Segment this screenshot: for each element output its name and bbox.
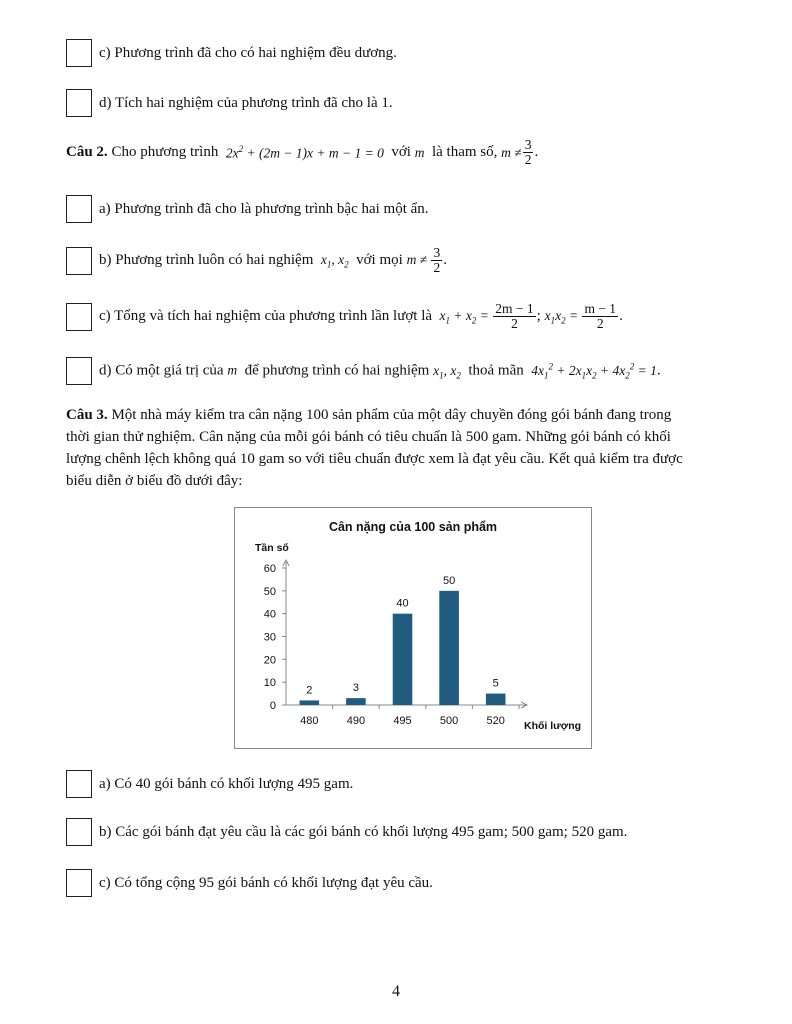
q2-param: m: [414, 144, 425, 160]
bar-value-label: 2: [306, 684, 313, 697]
q2-option-c-text: c) Tổng và tích hai nghiệm của phương trình lần lượt là $x_1 + x_2$ = $\frac{2m - 1}{2}$ ; $x_1x_2$ = $\frac{m - 1}{2}$ .: [99, 301, 623, 332]
q1-option-c: [66, 39, 397, 67]
q1-option-d: [66, 89, 393, 117]
answer-checkbox[interactable]: [66, 869, 92, 897]
q2-option-a-text: a) Phương trình đã cho là phương trình bậc hai một ẩn.: [99, 200, 429, 217]
q1-option-c-text: c) Phương trình đã cho có hai nghiệm đều dương.: [99, 44, 397, 61]
q3-option-b-text: b) Các gói bánh đạt yêu cầu là các gói bánh có khối lượng 495 gam; 500 gam; 520 gam.: [99, 823, 628, 840]
q2-condition: m ≠: [501, 144, 522, 160]
q2-label: Câu 2.: [66, 144, 108, 161]
answer-checkbox[interactable]: [66, 195, 92, 223]
q3-line2: thời gian thử nghiệm. Cân nặng của mỗi gói bánh có tiêu chuẩn là 500 gam. Những gói bánh có khối: [66, 429, 671, 445]
q3-option-a-text: a) Có 40 gói bánh có khối lượng 495 gam.: [99, 775, 354, 792]
q3-option-c-text: c) Có tổng cộng 95 gói bánh có khối lượng đạt yêu cầu.: [99, 874, 433, 891]
q2-option-b: [66, 246, 447, 275]
answer-checkbox[interactable]: [66, 247, 92, 275]
q2-option-b-text: b) Phương trình luôn có hai nghiệm $x_1$, $x_2$ với mọi m ≠ $\frac{3}{2}$ .: [99, 245, 447, 276]
page-number: 4: [392, 983, 400, 1000]
q2-stem: Câu 2. Cho phương trình $2x^2 + (2m - 1)x + m - 1 = 0$ với m là tham số, m ≠ $\frac{3}{2}$ .: [66, 137, 539, 168]
x-tick-label: 495: [393, 715, 412, 727]
q2-equation: $2x^2 + (2m - 1)x + m - 1 = 0$: [225, 143, 384, 161]
x-tick-label: 480: [300, 715, 319, 727]
q1-option-d-text: d) Tích hai nghiệm của phương trình đã cho là 1.: [99, 94, 393, 111]
y-tick-label: 0: [269, 700, 276, 712]
answer-checkbox[interactable]: [66, 39, 92, 67]
q2-with: với: [391, 144, 411, 161]
y-tick-label: 50: [263, 585, 276, 598]
chart-x-axis-label: Khối lượng: [524, 720, 582, 732]
answer-checkbox[interactable]: [66, 770, 92, 798]
q3-option-a: [66, 770, 353, 798]
bar: [439, 591, 459, 705]
q2-intro: Cho phương trình: [111, 144, 219, 161]
q2-option-d-text: d) Có một giá trị của m để phương trình có hai nghiệm $x_1$, $x_2$ thoả mãn $4x_1^2 + 2x_1x_2 + 4x_2^2 = 1$.: [99, 361, 661, 381]
q2-option-c: [66, 302, 623, 331]
bar-value-label: 5: [492, 677, 499, 690]
answer-checkbox[interactable]: [66, 89, 92, 117]
x-tick-label: 490: [346, 715, 366, 727]
q3-option-c: [66, 869, 433, 897]
y-tick-label: 10: [263, 677, 276, 690]
bar: [393, 614, 413, 705]
answer-checkbox[interactable]: [66, 357, 92, 385]
bar-value-label: 40: [396, 597, 409, 610]
bar: [346, 698, 366, 705]
answer-checkbox[interactable]: [66, 818, 92, 846]
q2-option-d: [66, 357, 661, 385]
q3-line4: biểu diễn ở biểu đồ dưới đây:: [66, 473, 243, 489]
chart-y-axis-label: Tần số: [255, 542, 289, 554]
chart-title: Cân nặng của 100 sản phẩm: [328, 520, 498, 534]
q3-line1: Một nhà máy kiểm tra cân nặng 100 sản phẩm của một dây chuyền đóng gói bánh đang trong: [111, 407, 672, 423]
q3-stem: [66, 404, 758, 492]
x-tick-label: 520: [486, 715, 505, 727]
q3-line3: lượng chênh lệch không quá 10 gam so với tiêu chuẩn được xem là đạt yêu cầu. Kết quả kiểm tra được: [66, 451, 683, 467]
q2-param-text: là tham số,: [431, 144, 498, 161]
y-tick-label: 60: [263, 563, 276, 575]
bar-chart: [234, 507, 592, 749]
q3-label: Câu 3.: [66, 407, 108, 423]
y-tick-label: 20: [263, 654, 276, 667]
bar: [300, 700, 320, 705]
bar-value-label: 50: [442, 574, 456, 587]
q2-option-a: [66, 195, 429, 223]
q3-option-b: [66, 818, 627, 846]
y-tick-label: 40: [263, 608, 276, 621]
fraction-3-2: $\frac{3}{2}$: [524, 137, 532, 168]
bar-value-label: 3: [352, 682, 359, 695]
bar: [486, 694, 506, 705]
x-tick-label: 500: [439, 715, 459, 727]
answer-checkbox[interactable]: [66, 303, 92, 331]
y-tick-label: 30: [263, 631, 276, 644]
bar-chart-svg: [235, 508, 591, 748]
